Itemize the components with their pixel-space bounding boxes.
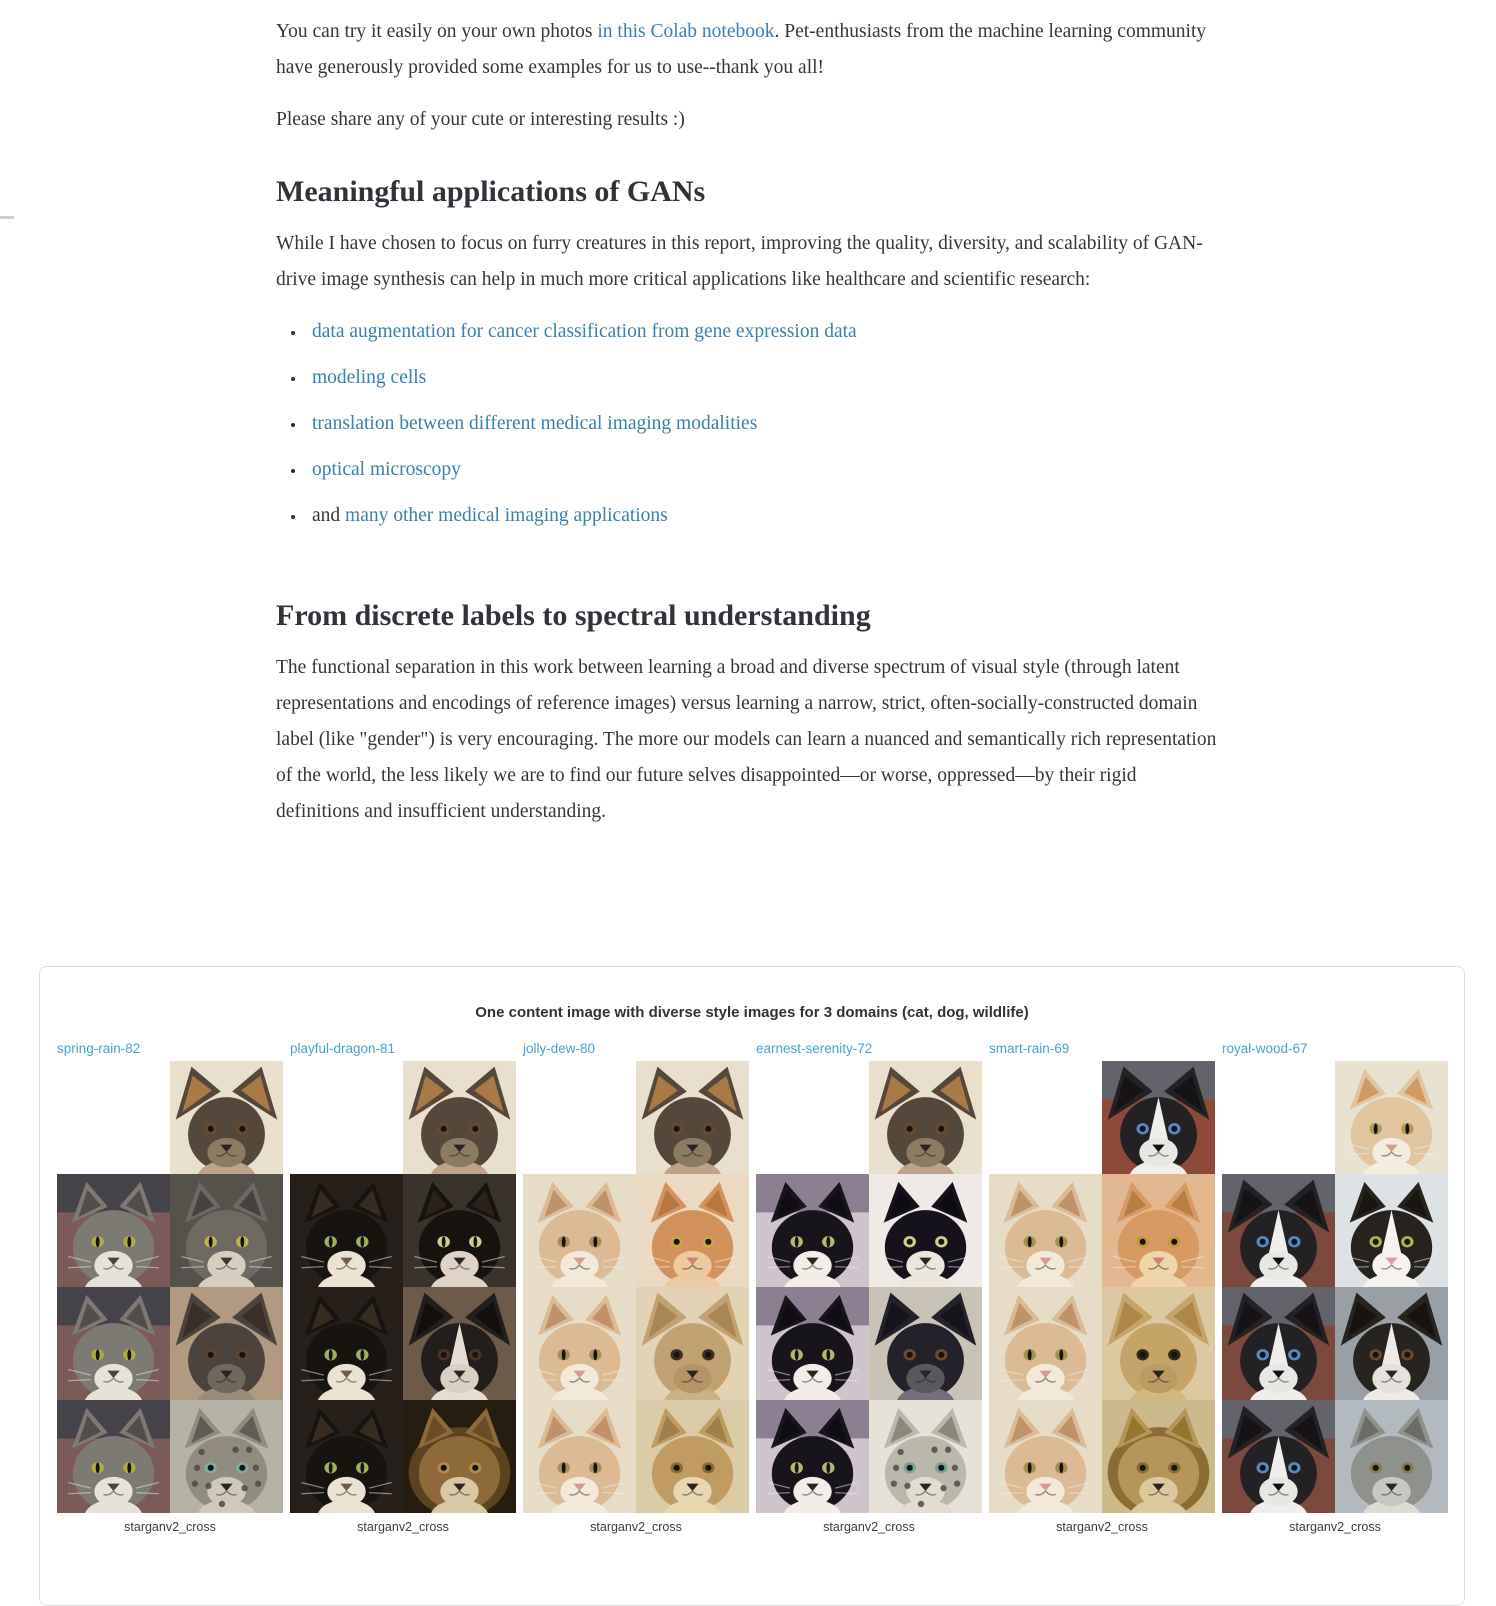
image-grid — [756, 1061, 982, 1513]
result-image-gray-wolf-generated[interactable] — [1335, 1400, 1448, 1513]
result-image-black-dog-generated[interactable] — [869, 1287, 982, 1400]
list-item — [306, 406, 1220, 442]
empty-cell — [756, 1061, 869, 1174]
result-image-black-cat-generated[interactable] — [869, 1174, 982, 1287]
empty-cell — [1222, 1061, 1335, 1174]
image-grid — [290, 1061, 516, 1513]
content-image-brown-chihuahua-dog[interactable] — [636, 1061, 749, 1174]
style-image-cream-tabby-cat[interactable] — [989, 1400, 1102, 1513]
media-caption: starganv2_cross — [1056, 1520, 1148, 1534]
run-media-panel — [57, 1041, 283, 1534]
style-image-cream-tabby-cat[interactable] — [523, 1287, 636, 1400]
style-image-black-cat[interactable] — [756, 1400, 869, 1513]
result-image-gray-dog-generated[interactable] — [170, 1287, 283, 1400]
left-margin-dash — [0, 216, 14, 219]
result-image-tan-dog-generated[interactable] — [636, 1287, 749, 1400]
paragraph-text: . Pet-enthusiasts from the machine learning community have generously provided some examples for us to use--thank you all! — [276, 21, 1207, 78]
result-image-black-cat-generated[interactable] — [403, 1174, 516, 1287]
image-grid — [989, 1061, 1215, 1513]
run-name-link[interactable]: earnest-serenity-72 — [756, 1041, 873, 1056]
style-image-black-white-tuxedo-cat[interactable] — [290, 1287, 403, 1400]
result-image-lioness-generated[interactable] — [636, 1400, 749, 1513]
content-image-brown-chihuahua-dog[interactable] — [869, 1061, 982, 1174]
paragraph-applications-intro: While I have chosen to focus on furry creatures in this report, improving the quality, diversity, and scalability of GAN-drive image synthesis can help in much more critical applications like healthcare and scientific research: — [276, 233, 1203, 290]
run-name-link[interactable]: smart-rain-69 — [989, 1041, 1070, 1056]
run-media-panel — [523, 1041, 749, 1534]
style-image-black-cat[interactable] — [756, 1287, 869, 1400]
result-image-snow-leopard-generated[interactable] — [869, 1400, 982, 1513]
run-media-panel — [290, 1041, 516, 1534]
colab-notebook-link[interactable]: in this Colab notebook — [597, 21, 775, 42]
paragraph-try-it — [276, 14, 1220, 86]
media-caption: starganv2_cross — [823, 1520, 915, 1534]
style-image-gray-cat[interactable] — [57, 1400, 170, 1513]
report-body — [276, 14, 1220, 846]
empty-cell — [290, 1061, 403, 1174]
optical-microscopy-link[interactable]: optical microscopy — [312, 459, 461, 480]
style-image-cream-tabby-cat[interactable] — [523, 1400, 636, 1513]
result-image-orange-tabby-cat-generated[interactable] — [636, 1174, 749, 1287]
modeling-cells-link[interactable]: modeling cells — [312, 367, 427, 388]
result-image-lion-generated[interactable] — [403, 1400, 516, 1513]
result-image-black-white-dog-generated[interactable] — [403, 1287, 516, 1400]
result-image-snow-leopard-generated[interactable] — [170, 1400, 283, 1513]
style-image-black-cat[interactable] — [756, 1174, 869, 1287]
section-heading-spectral: From discrete labels to spectral understanding — [276, 599, 871, 632]
list-item-prefix: and — [312, 505, 346, 526]
image-grid — [523, 1061, 749, 1513]
empty-cell — [57, 1061, 170, 1174]
list-item — [306, 360, 1220, 396]
panels-row — [57, 1041, 1464, 1534]
style-image-cream-tabby-cat[interactable] — [523, 1174, 636, 1287]
style-image-black-white-husky-dog[interactable] — [1222, 1400, 1335, 1513]
result-image-gray-cat-generated[interactable] — [170, 1174, 283, 1287]
style-image-cream-tabby-cat[interactable] — [989, 1174, 1102, 1287]
paragraph-spectral: The functional separation in this work between learning a broad and diverse spectrum of visual style (through latent representations and encodings of reference images) versus learning a narrow, strict, often-socially-constructed domain label (like "gender") is very encouraging. The more our models can learn a nuanced and semantically rich representation of the world, the less likely we are to find our future selves disappointed—or worse, oppressed—by their rigid definitions and insufficient understanding. — [276, 657, 1217, 822]
style-image-black-white-tuxedo-cat[interactable] — [290, 1174, 403, 1287]
result-image-tan-shepherd-dog-generated[interactable] — [1102, 1287, 1215, 1400]
paragraph-text: You can try it easily on your own photos — [276, 21, 598, 42]
media-panel-title: One content image with diverse style images for 3 domains (cat, dog, wildlife) — [475, 1004, 1029, 1021]
list-item — [306, 452, 1220, 488]
result-image-lion-generated[interactable] — [1102, 1400, 1215, 1513]
content-image-brown-chihuahua-dog[interactable] — [403, 1061, 516, 1174]
media-caption: starganv2_cross — [590, 1520, 682, 1534]
media-caption: starganv2_cross — [124, 1520, 216, 1534]
result-image-orange-tabby-cat-generated[interactable] — [1102, 1174, 1215, 1287]
empty-cell — [989, 1061, 1102, 1174]
run-name-link[interactable]: royal-wood-67 — [1222, 1041, 1308, 1056]
content-image-brown-chihuahua-dog[interactable] — [170, 1061, 283, 1174]
style-image-gray-cat[interactable] — [57, 1287, 170, 1400]
run-name-link[interactable]: jolly-dew-80 — [523, 1041, 596, 1056]
result-image-border-collie-generated[interactable] — [1335, 1287, 1448, 1400]
run-media-panel — [756, 1041, 982, 1534]
section-heading-applications: Meaningful applications of GANs — [276, 175, 706, 208]
paragraph-share-results: Please share any of your cute or interesting results :) — [276, 109, 685, 130]
run-name-link[interactable]: playful-dragon-81 — [290, 1041, 396, 1056]
content-image-cream-orange-cat[interactable] — [1335, 1061, 1448, 1174]
list-item — [306, 498, 1220, 534]
style-image-black-white-tuxedo-cat[interactable] — [290, 1400, 403, 1513]
applications-list — [276, 314, 1220, 534]
content-image-black-white-husky-dog[interactable] — [1102, 1061, 1215, 1174]
empty-cell — [523, 1061, 636, 1174]
medical-imaging-translation-link[interactable]: translation between different medical imaging modalities — [312, 413, 758, 434]
run-media-panel — [1222, 1041, 1448, 1534]
style-image-black-white-husky-dog[interactable] — [1222, 1287, 1335, 1400]
style-image-black-white-husky-dog[interactable] — [1222, 1174, 1335, 1287]
image-grid — [57, 1061, 283, 1513]
result-image-tuxedo-cat-generated[interactable] — [1335, 1174, 1448, 1287]
list-item — [306, 314, 1220, 350]
image-grid — [1222, 1061, 1448, 1513]
media-panel-card — [39, 966, 1465, 1606]
style-image-gray-cat[interactable] — [57, 1174, 170, 1287]
media-caption: starganv2_cross — [1289, 1520, 1381, 1534]
style-image-cream-tabby-cat[interactable] — [989, 1287, 1102, 1400]
run-name-link[interactable]: spring-rain-82 — [57, 1041, 141, 1056]
media-caption: starganv2_cross — [357, 1520, 449, 1534]
medical-imaging-applications-link[interactable]: many other medical imaging applications — [345, 505, 668, 526]
cancer-classification-link[interactable]: data augmentation for cancer classification from gene expression data — [312, 321, 857, 342]
run-media-panel — [989, 1041, 1215, 1534]
